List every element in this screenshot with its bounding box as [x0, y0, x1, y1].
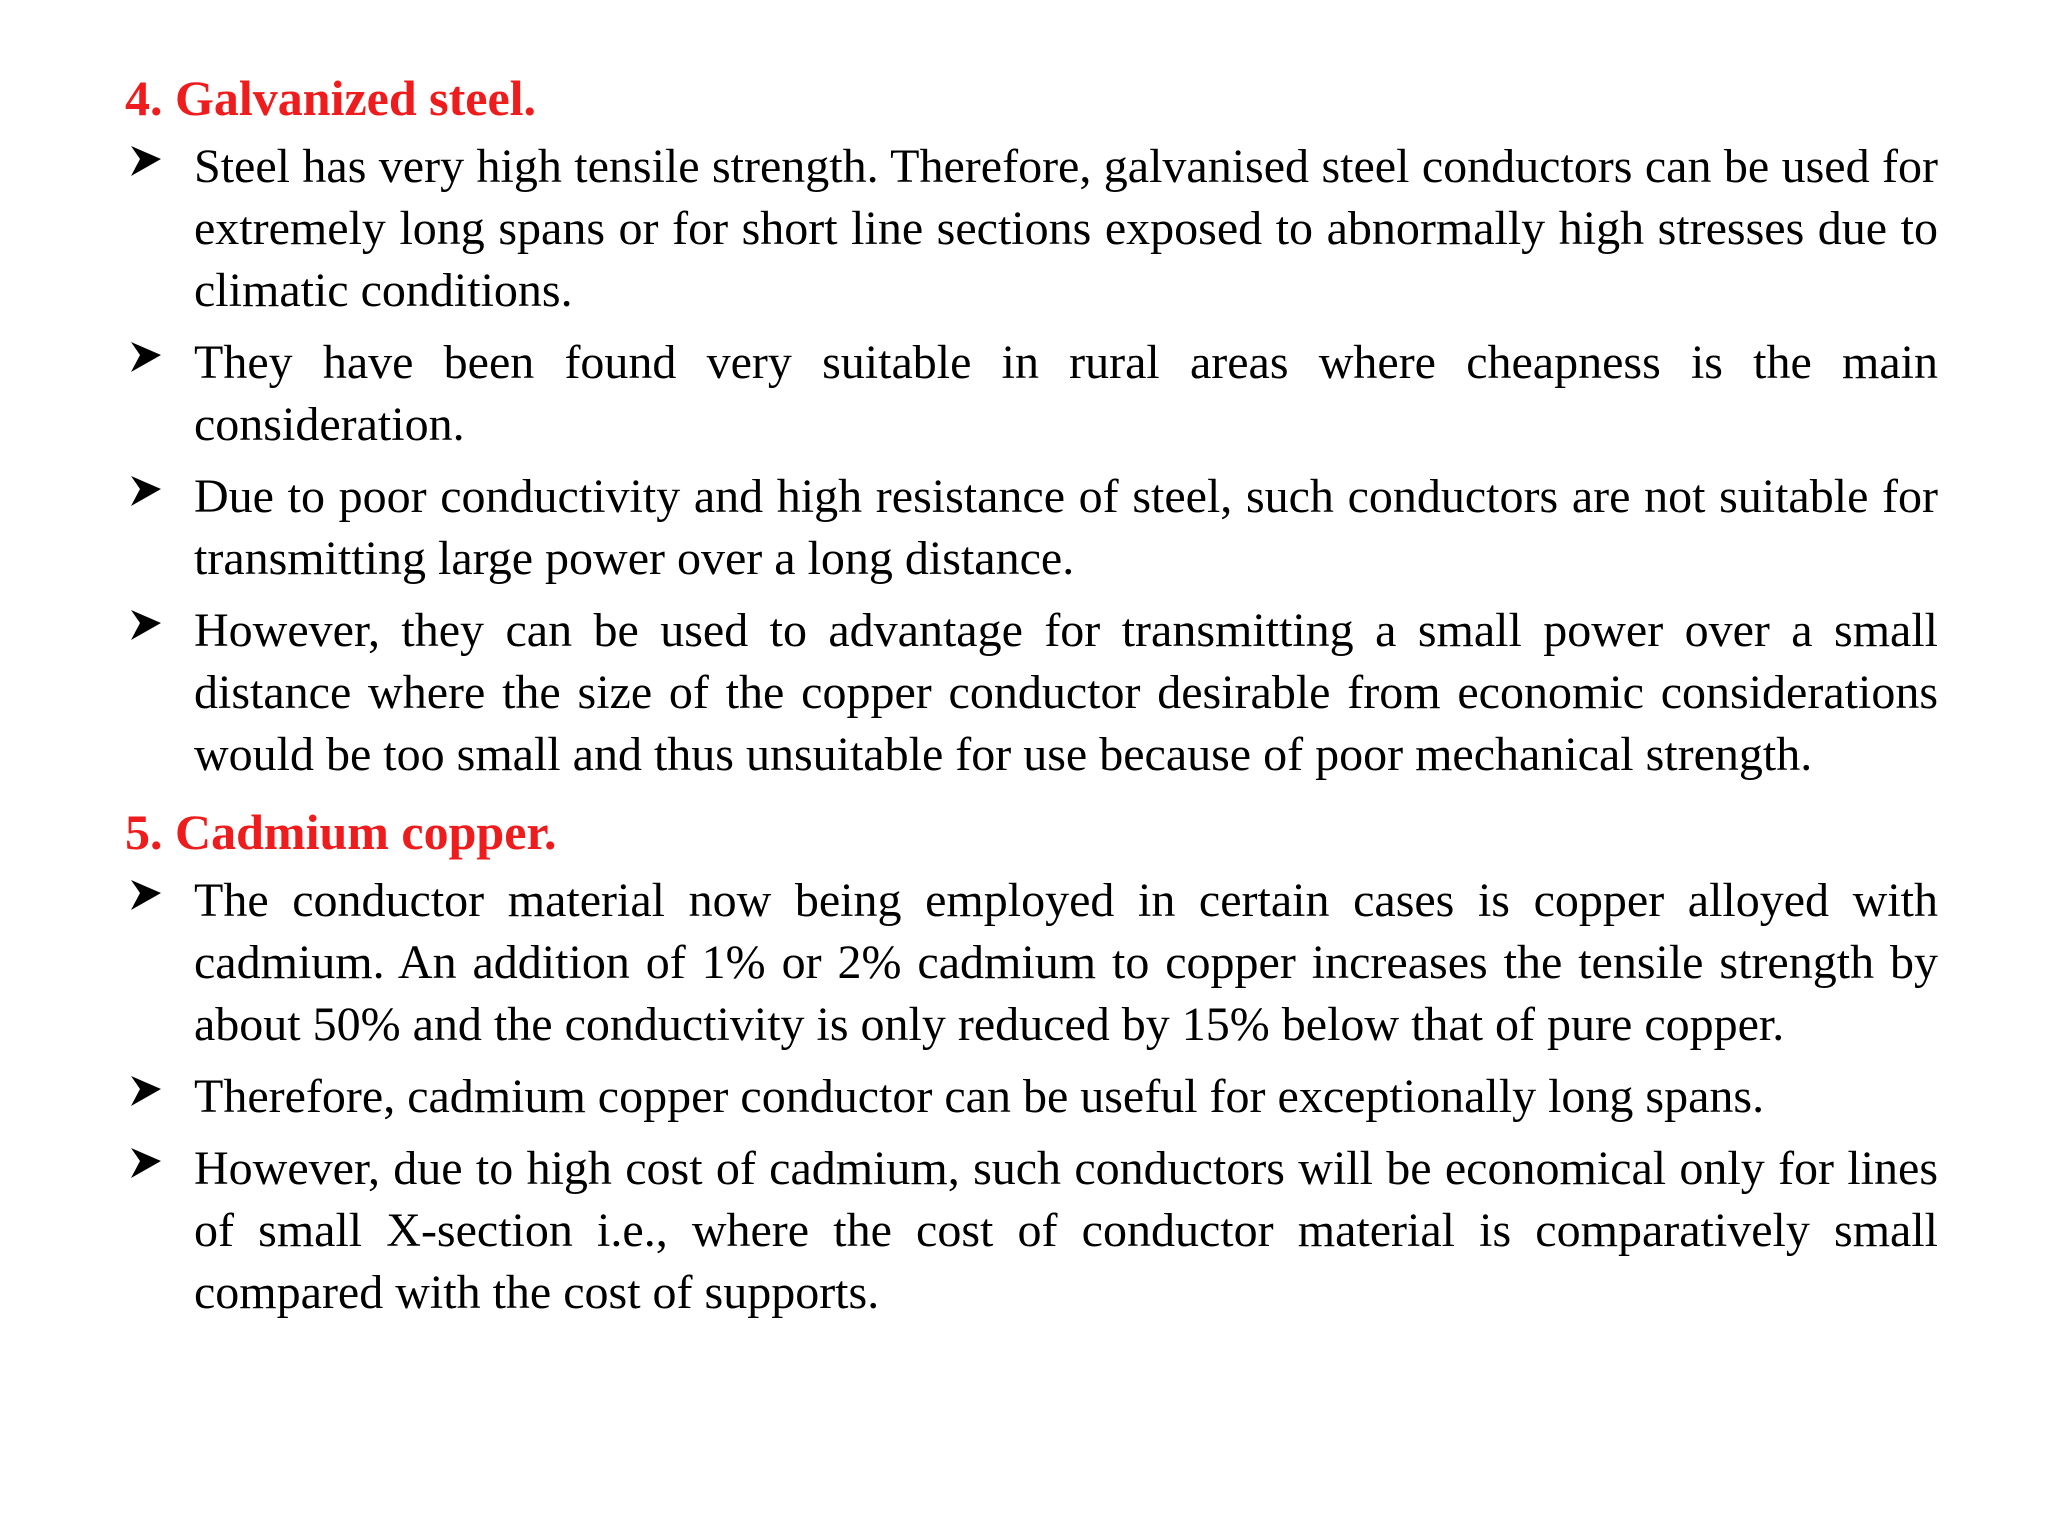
bullet-item: [125, 1138, 1938, 1324]
arrowhead-bullet-icon: [129, 1146, 163, 1180]
arrowhead-bullet-icon: [129, 340, 163, 374]
arrowhead-bullet-icon: [129, 474, 163, 508]
section-heading: 5. Cadmium copper.: [125, 804, 557, 860]
arrowhead-bullet-icon: [129, 878, 163, 912]
bullet-text: The conductor material now being employed in certain cases is copper alloyed with cadmium. An addition of 1% or 2% cadmium to copper increases the tensile strength by about 50% and the conductivity is only reduced by 15% below that of pure copper.: [194, 874, 1938, 1051]
bullet-item: [125, 1066, 1938, 1128]
section-galvanized-steel: [125, 62, 1938, 786]
section-heading: 4. Galvanized steel.: [125, 70, 537, 126]
bullet-list: [125, 136, 1938, 786]
bullet-list: [125, 870, 1938, 1324]
bullet-item: [125, 466, 1938, 590]
arrowhead-bullet-icon: [129, 1074, 163, 1108]
bullet-item: [125, 600, 1938, 786]
bullet-item: [125, 332, 1938, 456]
bullet-text: They have been found very suitable in rural areas where cheapness is the main consideration.: [194, 336, 1938, 451]
bullet-item: [125, 136, 1938, 322]
bullet-item: [125, 870, 1938, 1056]
bullet-text: However, they can be used to advantage for transmitting a small power over a small distance where the size of the copper conductor desirable from economic considerations would be too small and thus unsuitable for use because of poor mechanical strength.: [194, 604, 1938, 781]
arrowhead-bullet-icon: [129, 608, 163, 642]
bullet-text: However, due to high cost of cadmium, such conductors will be economical only for lines of small X-section i.e., where the cost of conductor material is comparatively small compared with the cost of supports.: [194, 1142, 1938, 1319]
bullet-text: Therefore, cadmium copper conductor can be useful for exceptionally long spans.: [194, 1070, 1765, 1123]
section-cadmium-copper: [125, 796, 1938, 1324]
bullet-text: Due to poor conductivity and high resistance of steel, such conductors are not suitable for transmitting large power over a long distance.: [194, 470, 1938, 585]
arrowhead-bullet-icon: [129, 144, 163, 178]
bullet-text: Steel has very high tensile strength. Therefore, galvanised steel conductors can be used for extremely long spans or for short line sections exposed to abnormally high stresses due to climatic conditions.: [194, 140, 1938, 317]
